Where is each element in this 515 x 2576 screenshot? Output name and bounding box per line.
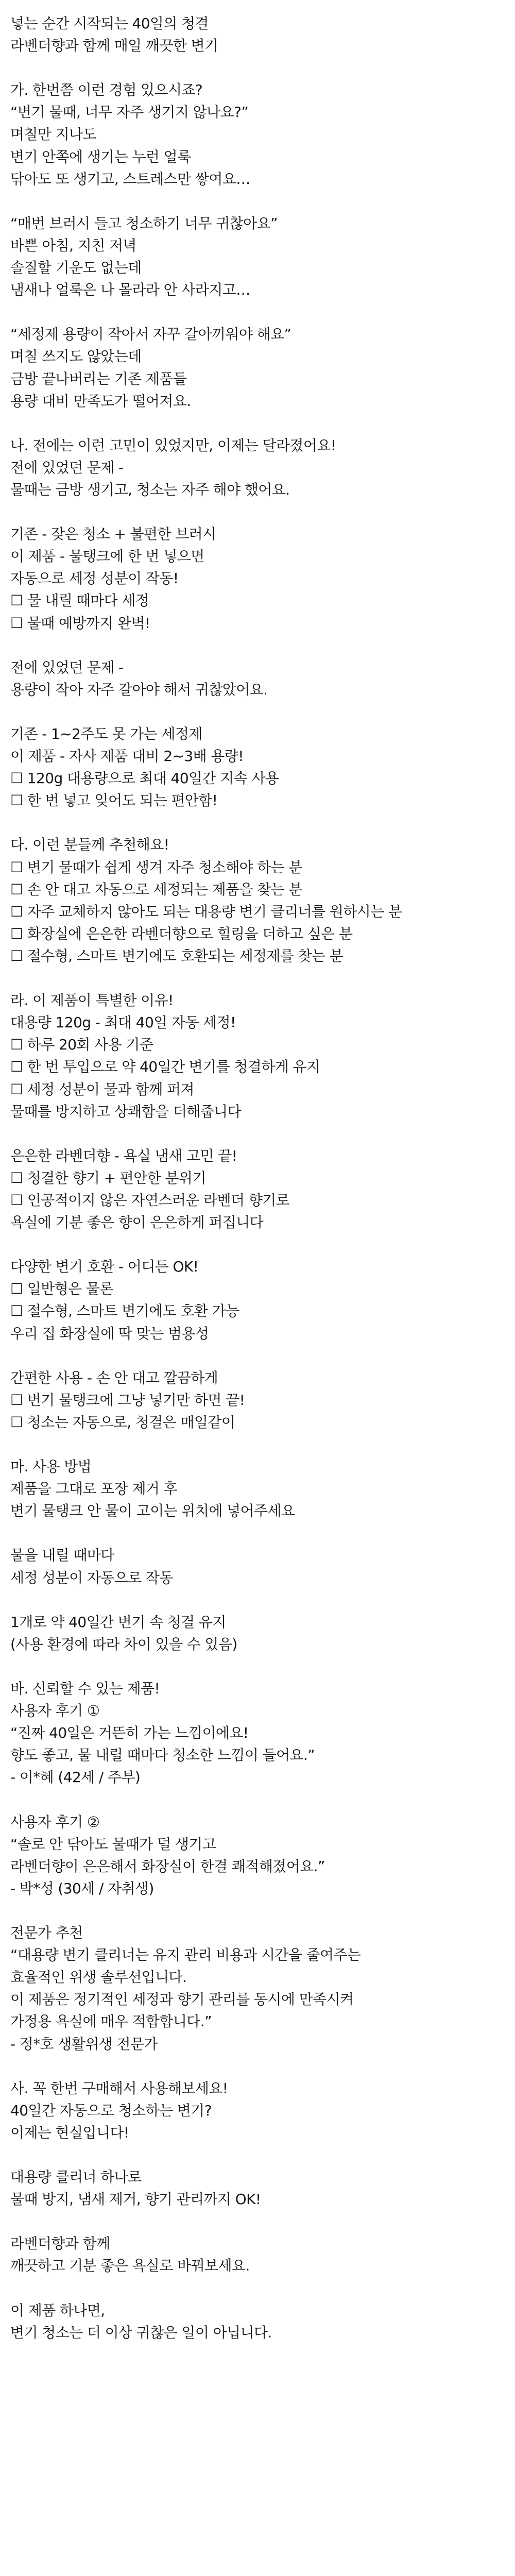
text-line: 제품을 그대로 포장 제거 후 — [10, 1480, 178, 1498]
text-line: 변기 물탱크 안 물이 고이는 위치에 넣어주세요 — [10, 1502, 295, 1520]
text-line: 사용자 후기 ① — [10, 1702, 100, 1720]
text-line: 자동으로 세정 성분이 작동! — [10, 570, 179, 587]
paragraph-spacer — [10, 2277, 515, 2299]
text-line: ☐ 화장실에 은은한 라벤더향으로 힐링을 더하고 싶은 분 — [10, 925, 353, 942]
text-line: ☐ 청소는 자동으로, 청결은 매일같이 — [10, 1413, 235, 1431]
text-line: 이제는 현실입니다! — [10, 2124, 129, 2141]
text-line: 대용량 120g - 최대 40일 자동 세정! — [10, 1014, 236, 1031]
text-line: 다. 이런 분들께 추천해요! — [10, 836, 169, 854]
paragraph-spacer — [10, 2055, 515, 2077]
text-line: 라. 이 제품이 특별한 이유! — [10, 992, 174, 1009]
paragraph-spacer — [10, 1123, 515, 1145]
text-line: 이 제품 하나면, — [10, 2301, 105, 2319]
text-line: 가. 한번쯤 이런 경험 있으시죠? — [10, 81, 203, 99]
paragraph-spacer — [10, 1433, 515, 1455]
text-line: 바. 신뢰할 수 있는 제품! — [10, 1680, 160, 1698]
text-line: 가정용 욕실에 매우 적합합니다.” — [10, 2013, 212, 2030]
paragraph-spacer — [10, 811, 515, 834]
text-line: 바쁜 아침, 지친 저녁 — [10, 236, 136, 254]
paragraph-spacer — [10, 1900, 515, 1922]
text-line: “솔로 안 닦아도 물때가 덜 생기고 — [10, 1835, 216, 1853]
text-line: “진짜 40일은 거뜬히 가는 느낌이에요! — [10, 1724, 249, 1742]
text-line: 며칠 쓰지도 않았는데 — [10, 348, 142, 365]
paragraph-spacer — [10, 701, 515, 723]
text-line: ☐ 세정 성분이 물과 함께 퍼져 — [10, 1080, 194, 1098]
paragraph-spacer — [10, 501, 515, 523]
text-line: (사용 환경에 따라 차이 있을 수 있음) — [10, 1635, 237, 1653]
text-line: 용량이 작아 자주 갈아야 해서 귀찮았어요. — [10, 681, 268, 698]
text-line: 이 제품 - 물탱크에 한 번 넣으면 — [10, 548, 204, 565]
text-line: ☐ 절수형, 스마트 변기에도 호환 가능 — [10, 1302, 239, 1320]
text-line: ☐ 변기 물때가 쉽게 생겨 자주 청소해야 하는 분 — [10, 858, 302, 876]
text-line: 전에 있었던 문제 - — [10, 658, 124, 676]
text-line: 전에 있었던 문제 - — [10, 459, 124, 476]
paragraph-spacer — [10, 1789, 515, 1811]
text-line: 변기 청소는 더 이상 귀찮은 일이 아닙니다. — [10, 2324, 272, 2341]
text-line: ☐ 물때 예방까지 완벽! — [10, 614, 150, 632]
text-line: 물때를 방지하고 상쾌함을 더해줍니다 — [10, 1103, 242, 1120]
text-line: ☐ 변기 물탱크에 그냥 넣기만 하면 끝! — [10, 1391, 245, 1409]
paragraph-spacer — [10, 1345, 515, 1367]
text-line: 라벤더향이 은은해서 화장실이 한결 쾌적해졌어요.” — [10, 1857, 325, 1875]
text-line: ☐ 손 안 대고 자동으로 세정되는 제품을 찾는 분 — [10, 880, 302, 898]
text-line: 우리 집 화장실에 딱 맞는 범용성 — [10, 1325, 209, 1342]
text-line: 사용자 후기 ② — [10, 1813, 100, 1831]
text-line: - 박*성 (30세 / 자취생) — [10, 1879, 154, 1897]
paragraph-spacer — [10, 190, 515, 212]
text-line: ☐ 자주 교체하지 않아도 되는 대용량 변기 클리너를 원하시는 분 — [10, 903, 402, 920]
text-line: 은은한 라벤더향 - 욕실 냄새 고민 끝! — [10, 1147, 237, 1164]
paragraph-spacer — [10, 1655, 515, 1677]
text-line: - 이*혜 (42세 / 주부) — [10, 1769, 141, 1786]
text-line: ☐ 일반형은 물론 — [10, 1280, 113, 1298]
text-line: “세정제 용량이 작아서 자꾸 갈아끼워야 해요” — [10, 326, 291, 343]
text-line: 라벤더향과 함께 — [10, 2235, 110, 2252]
text-line: ☐ 하루 20회 사용 기준 — [10, 1036, 153, 1054]
paragraph-spacer — [10, 412, 515, 434]
text-line: 대용량 클리너 하나로 — [10, 2168, 142, 2186]
text-line: 향도 좋고, 물 내릴 때마다 청소한 느낌이 들어요.” — [10, 1747, 315, 1764]
text-line: ☐ 한 번 투입으로 약 40일간 변기를 청결하게 유지 — [10, 1058, 320, 1076]
text-line: 마. 사용 방법 — [10, 1458, 92, 1476]
text-line: 넣는 순간 시작되는 40일의 청결 — [10, 15, 209, 32]
text-line: 깨끗하고 기분 좋은 욕실로 바꿔보세요. — [10, 2257, 250, 2275]
paragraph-spacer — [10, 967, 515, 989]
paragraph-spacer — [10, 634, 515, 656]
text-line: 전문가 추천 — [10, 1924, 83, 1942]
text-line: 효율적인 위생 솔루션입니다. — [10, 1969, 187, 1986]
text-line: 며칠만 지나도 — [10, 126, 96, 143]
text-line: 세정 성분이 자동으로 작동 — [10, 1569, 173, 1586]
text-line: 물을 내릴 때마다 — [10, 1547, 114, 1564]
text-line: 기존 - 1~2주도 못 가는 세정제 — [10, 725, 202, 742]
text-line: 닦아도 또 생기고, 스트레스만 쌓여요… — [10, 170, 250, 188]
text-line: 기존 - 잦은 청소 + 불편한 브러시 — [10, 526, 216, 543]
text-line: 욕실에 기분 좋은 향이 은은하게 퍼집니다 — [10, 1214, 264, 1231]
text-line: 변기 안쪽에 생기는 누런 얼룩 — [10, 148, 191, 165]
text-line: 솔질할 기운도 없는데 — [10, 259, 142, 277]
text-line: ☐ 120g 대용량으로 최대 40일간 지속 사용 — [10, 770, 279, 787]
text-line: 나. 전에는 이런 고민이 있었지만, 이제는 달라졌어요! — [10, 436, 336, 454]
paragraph-spacer — [10, 57, 515, 79]
text-line: 1개로 약 40일간 변기 속 청결 유지 — [10, 1613, 226, 1631]
text-line: 이 제품 - 자사 제품 대비 2~3배 용량! — [10, 748, 244, 765]
text-line: ☐ 절수형, 스마트 변기에도 호환되는 세정제를 찾는 분 — [10, 947, 344, 964]
text-line: 라벤더향과 함께 매일 깨끗한 변기 — [10, 37, 218, 55]
text-line: 간편한 사용 - 손 안 대고 깔끔하게 — [10, 1369, 218, 1386]
text-line: 이 제품은 정기적인 세정과 향기 관리를 동시에 만족시켜 — [10, 1991, 354, 2008]
paragraph-spacer — [10, 301, 515, 323]
paragraph-spacer — [10, 1233, 515, 1256]
text-line: 다양한 변기 호환 - 어디든 OK! — [10, 1258, 199, 1276]
text-line: - 정*호 생활위생 전문가 — [10, 2035, 158, 2053]
text-line: 물때 방지, 냄새 제거, 향기 관리까지 OK! — [10, 2191, 261, 2208]
paragraph-spacer — [10, 2144, 515, 2166]
text-line: “변기 물때, 너무 자주 생기지 않나요?” — [10, 104, 249, 121]
text-line: ☐ 인공적이지 않은 자연스러운 라벤더 향기로 — [10, 1191, 290, 1209]
text-line: 물때는 금방 생기고, 청소는 자주 해야 했어요. — [10, 481, 290, 498]
text-line: 금방 끝나버리는 기존 제품들 — [10, 370, 187, 387]
paragraph-spacer — [10, 1589, 515, 1611]
text-line: 냄새나 얼룩은 나 몰라라 안 사라지고… — [10, 281, 250, 299]
text-line: ☐ 청결한 향기 + 편안한 분위기 — [10, 1169, 206, 1187]
text-line: 40일간 자동으로 청소하는 변기? — [10, 2102, 212, 2119]
text-line: “매번 브러시 들고 청소하기 너무 귀찮아요” — [10, 214, 278, 232]
paragraph-spacer — [10, 1522, 515, 1544]
text-line: ☐ 한 번 넣고 잊어도 되는 편안함! — [10, 792, 218, 809]
text-line: 용량 대비 만족도가 떨어져요. — [10, 392, 191, 410]
text-line: ☐ 물 내릴 때마다 세정 — [10, 592, 149, 609]
text-line: “대용량 변기 클리너는 유지 관리 비용과 시간을 줄여주는 — [10, 1946, 361, 1964]
paragraph-spacer — [10, 2210, 515, 2232]
text-line: 사. 꼭 한번 구매해서 사용해보세요! — [10, 2079, 228, 2097]
